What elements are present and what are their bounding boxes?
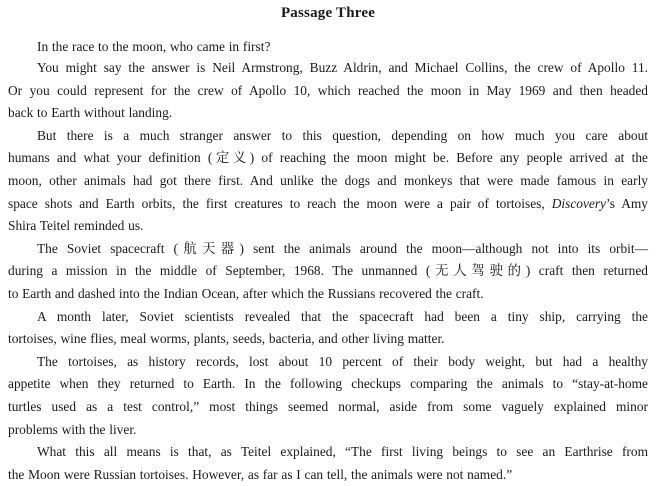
text-line [8, 193, 648, 216]
paragraph-5 [8, 306, 648, 351]
text-line: turtles used as a test control,” most things seemed normal, aside from some vaguely explained minor [8, 398, 648, 414]
paragraph-4 [8, 238, 648, 306]
text-line: Shira Teitel reminded us. [8, 218, 144, 234]
passage-title: Passage Three [280, 5, 376, 21]
text-line: humans and what your definition (定义) of reaching the moon might be. Before any people arrived at the [8, 150, 648, 166]
paragraph-3 [8, 125, 648, 238]
paragraph-7 [8, 441, 648, 486]
text-line: Or you could represent for the crew of Apollo 10, which reached the moon in May 1969 and then headed [8, 82, 648, 98]
text-line: appetite when they returned to Earth. In the following checkups comparing the animals to “stay-at-home [8, 376, 648, 392]
text-line: the Moon were Russian tortoises. However, as far as I can tell, the animals were not named.” [8, 466, 513, 482]
text-line: In the race to the moon, who came in first? [37, 39, 271, 54]
text-segment: space shots and Earth orbits, the first creatures to reach the moon were a pair of tortoises, [8, 195, 545, 211]
text-line: But there is a much stranger answer to this question, depending on how much you care about [37, 127, 648, 143]
text-line: A month later, Soviet scientists revealed that the spacecraft had been a tiny ship, carrying the [37, 308, 648, 324]
italic-publication-name: Discovery [551, 195, 607, 211]
text-line: to Earth and dashed into the Indian Ocean, after which the Russians recovered the craft. [8, 285, 484, 301]
text-line: moon, other animals had got there first. And unlike the dogs and monkeys that were made famous in early [8, 172, 648, 188]
text-line: The Soviet spacecraft (航天器) sent the animals around the moon—although not into its orbit— [37, 240, 648, 256]
paragraph-2 [8, 57, 648, 125]
text-line: You might say the answer is Neil Armstrong, Buzz Aldrin, and Michael Collins, the crew of Apollo 11. [37, 60, 648, 75]
text-segment: ’s Amy [606, 195, 648, 211]
text-line: What this all means is that, as Teitel explained, “The first living beings to see an Earthrise from [37, 444, 648, 460]
paragraph-1 [8, 36, 648, 57]
text-line: problems with the liver. [8, 421, 137, 437]
text-line: The tortoises, as history records, lost about 10 percent of their body weight, but had a healthy [37, 353, 648, 369]
text-line: during a mission in the middle of September, 1968. The unmanned (无人驾驶的) craft then returned [8, 263, 648, 279]
text-line: back to Earth without landing. [8, 105, 173, 121]
paragraph-6 [8, 351, 648, 441]
text-line: tortoises, wine flies, meal worms, plants, seeds, bacteria, and other living matter. [8, 331, 445, 347]
